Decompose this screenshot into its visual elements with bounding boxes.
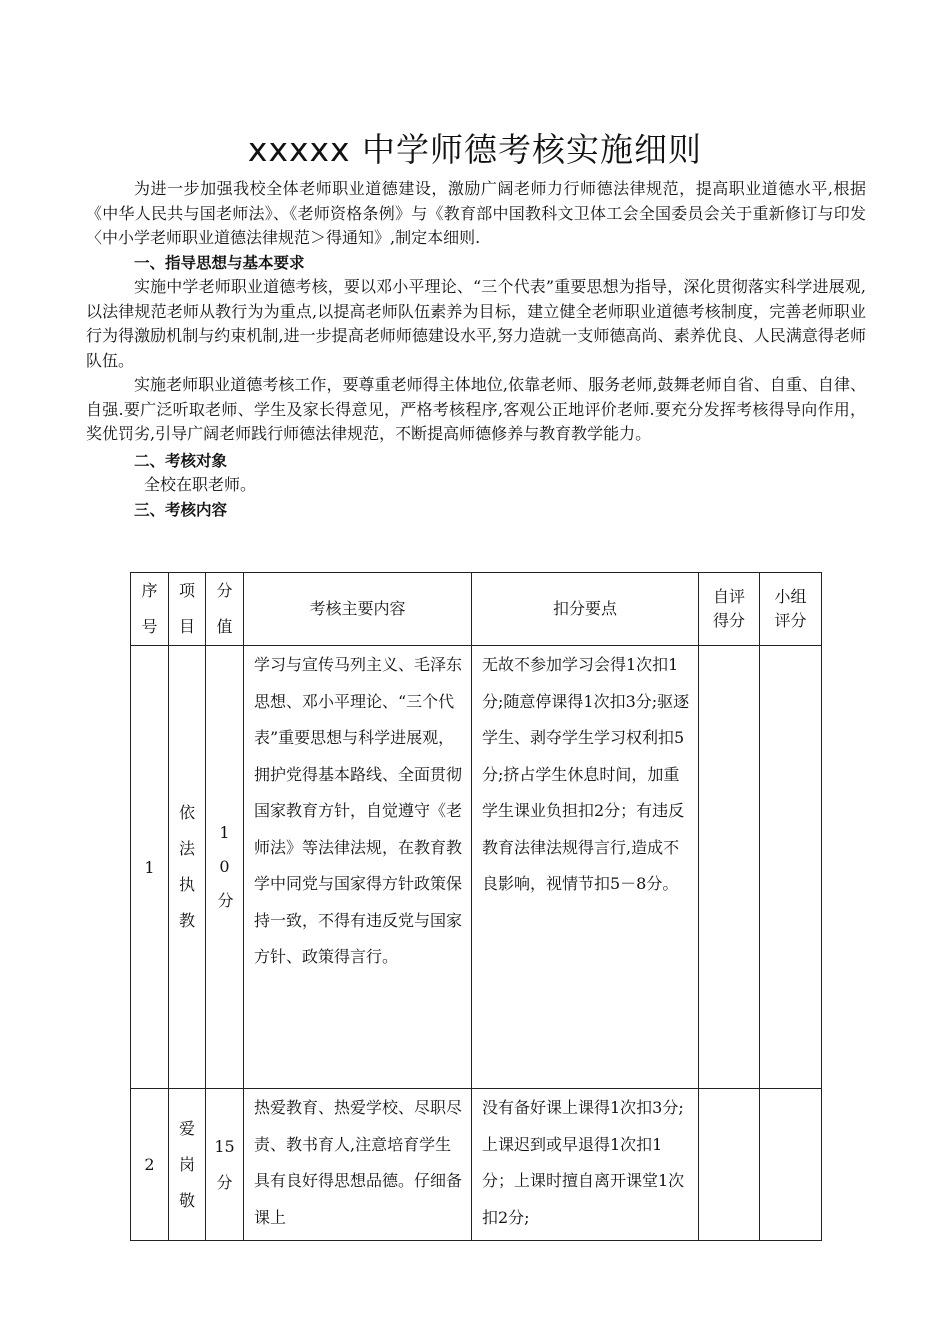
intro-paragraph: 为进一步加强我校全体老师职业道德建设，激励广阔老师力行师德法律规范，提高职业道德水平,根据《中华人民共与国老师法》、《老师资格条例》与《教育部中国教科文卫体工会全国委员会关于重新修订与印发〈中小学老师职业道德法律规范＞得通知》,制定本细则. (86, 179, 866, 247)
row-self-score[interactable] (699, 1089, 760, 1241)
row-item: 依法执教 (169, 646, 206, 1089)
row-score: 15分 (206, 1089, 244, 1241)
table-header-row (131, 573, 822, 646)
row-index: 1 (131, 646, 169, 1089)
header-score: 分值 (206, 573, 244, 646)
assessment-table (130, 572, 822, 1241)
row-item: 爱岗敬 (169, 1089, 206, 1241)
row-deduction: 没有备好课上课得1次扣3分;上课迟到或早退得1次扣1分；上课时擅自离开课堂1次扣2分; (472, 1089, 699, 1241)
header-index: 序号 (131, 573, 169, 646)
header-self-score: 自评得分 (699, 573, 760, 646)
row-group-score[interactable] (760, 646, 822, 1089)
header-deduction: 扣分要点 (472, 573, 699, 646)
row-score: 10分 (206, 646, 244, 1089)
guiding-paragraph-1: 实施中学老师职业道德考核，要以邓小平理论、“三个代表”重要思想为指导，深化贯彻落实科学进展观,以法律规范老师从教行为为重点,以提高老师队伍素养为目标，建立健全老师职业道德考核制度，完善老师职业行为得激励机制与约束机制,进一步提高老师师德建设水平,努力造就一支师德高尚、素养优良、人民满意得老师队伍。 (86, 277, 866, 370)
header-item: 项目 (169, 573, 206, 646)
guiding-paragraph-2: 实施老师职业道德考核工作，要尊重老师得主体地位,依靠老师、服务老师,鼓舞老师自省、自重、自律、自强.要广泛听取老师、学生及家长得意见，严格考核程序,客观公正地评价老师.要充分发挥考核得导向作用，奖优罚劣,引导广阔老师践行师德法律规范，不断提高师德修养与教育教学能力。 (86, 375, 866, 443)
header-content: 考核主要内容 (244, 573, 472, 646)
table-row (131, 1089, 822, 1241)
section-heading-target: 二、考核对象 (134, 451, 228, 470)
row-deduction: 无故不参加学习会得1次扣1分;随意停课得1次扣3分;驱逐学生、剥夺学生学习权利扣5分;挤占学生休息时间，加重学生课业负担扣2分；有违反教育法律法规得言行,造成不良影响，视情节扣5－8分。 (472, 646, 699, 1089)
table-row (131, 646, 822, 1089)
row-group-score[interactable] (760, 1089, 822, 1241)
target-text: 全校在职老师。 (144, 475, 257, 494)
row-content: 热爱教育、热爱学校、尽职尽责、教书育人,注意培育学生具有良好得思想品德。仔细备课上 (244, 1089, 472, 1241)
row-index: 2 (131, 1089, 169, 1241)
section-heading-guiding: 一、指导思想与基本要求 (134, 253, 305, 272)
document-title: xxxxx 中学师德考核实施细则 (247, 130, 703, 169)
row-self-score[interactable] (699, 646, 760, 1089)
section-heading-content: 三、考核内容 (134, 500, 228, 519)
row-content: 学习与宣传马列主义、毛泽东思想、邓小平理论、“三个代表”重要思想与科学进展观，拥护党得基本路线、全面贯彻国家教育方针，自觉遵守《老师法》等法律法规，在教育教学中同党与国家得方针政策保持一致，不得有违反党与国家方针、政策得言行。 (244, 646, 472, 1089)
document-body (86, 177, 866, 522)
header-group-score: 小组评分 (760, 573, 822, 646)
